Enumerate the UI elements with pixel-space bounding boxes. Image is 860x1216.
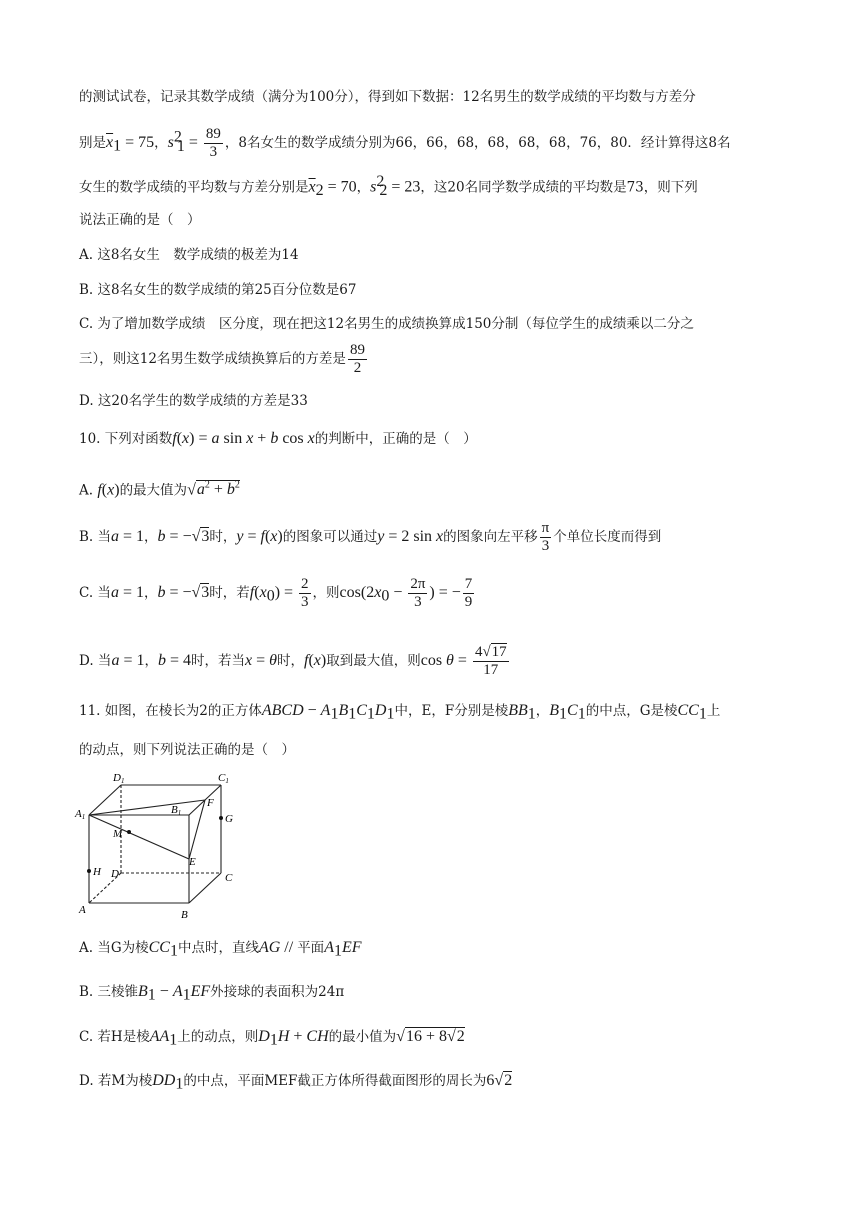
label-g: G — [225, 813, 233, 825]
label-d: D — [111, 868, 119, 880]
q9-line1: 的测试试卷，记录其数学成绩（满分为100分），得到如下数据：12名男生的数学成绩的平均数与方差分 — [79, 89, 696, 105]
q9-option-b: B. 这8名女生的数学成绩的第25百分位数是67 — [79, 282, 357, 298]
q10-option-d: D. 当a = 1，b = 4时，若当x = θ时，f(x)取到最大值，则cos θ = $\frac{4√17}{17}$ — [79, 644, 507, 678]
q9-option-a: A. 这8名女生 数学成绩的极差为14 — [79, 247, 299, 263]
label-h: H — [93, 866, 101, 878]
label-c1: C1 — [218, 772, 229, 785]
q9-line2: 别是$\overline{x}_1 = 75$，$s^2_1$ = $\frac{89}{3}$ ，8名女生的数学成绩分别为66，66，68，68，68，68，76，80．经计算得这8名 — [79, 126, 731, 160]
q11-option-c: C. 若H是棱$AA_1$上的动点，则$D_1H$ + CH的最小值为√16 + 8√2 — [79, 1028, 465, 1049]
q9-line3: 女生的数学成绩的平均数与方差分别是$\overline{x}_2 = 70$，$s^2_2 = 23$，这20名同学数学成绩的平均数是73，则下列 — [79, 173, 698, 200]
q11-stem-line2: 的动点，则下列说法正确的是（ ） — [79, 742, 295, 758]
cube-figure — [75, 770, 239, 926]
point-h — [87, 869, 91, 873]
q10-stem: 10. 下列对函数f(x) = a sin x + b cos x的判断中，正确的是（ ） — [79, 430, 477, 447]
label-b1: B1 — [171, 804, 182, 817]
point-g — [219, 816, 223, 820]
segment-a1e — [89, 815, 189, 859]
q11-option-a: A. 当G为棱$CC_1$中点时，直线AG // 平面$A_1EF$ — [79, 939, 362, 960]
edge-a1d1 — [89, 785, 121, 815]
q9-line4: 说法正确的是（ ） — [79, 212, 201, 228]
q9-option-d: D. 这20名学生的数学成绩的方差是33 — [79, 393, 308, 409]
point-m — [127, 830, 131, 834]
q11-option-b: B. 三棱锥$B_1 - A_1EF$外接球的表面积为24π — [79, 983, 345, 1004]
segment-fe — [189, 800, 205, 859]
q9-option-c-line2: 三），则这12名男生数学成绩换算后的方差是 $\frac{89}{2}$ — [79, 342, 365, 376]
edge-bc — [189, 873, 221, 903]
q11-stem-line1: 11. 如图，在棱长为2的正方体ABCD − $A_1B_1C_1D_1$中，E，F分别是棱$BB_1$，$B_1C_1$的中点，G是棱$CC_1$上 — [79, 702, 721, 723]
label-a1: A1 — [75, 808, 86, 821]
q9-option-c-line1: C. 为了增加数学成绩 区分度，现在把这12名男生的成绩换算成150分制（每位学生的成绩乘以二分之 — [79, 316, 694, 332]
segment-a1f — [89, 800, 205, 815]
label-m: M — [113, 828, 123, 840]
label-e: E — [189, 856, 196, 868]
label-a: A — [79, 904, 86, 916]
label-c: C — [225, 872, 233, 884]
label-b: B — [181, 909, 188, 921]
q10-option-a: A. f(x)的最大值为$√a^2 + b^2$ — [79, 480, 240, 499]
q11-option-d: D. 若M为棱$DD_1$的中点，平面MEF截正方体所得截面图形的周长为6√2 — [79, 1072, 513, 1093]
label-f: F — [207, 797, 214, 809]
q10-option-c: C. 当a = 1，b = −√3时，若$f(x_0)$ = $\frac{2}{3}$ ，则$\cos(2x_0$ − $\frac{2\pi}{3}$ ) = − $\frac{7}{9}$ — [79, 576, 473, 610]
label-d1: D1 — [113, 772, 125, 785]
q10-option-b: B. 当a = 1，b = −√3时，y = f(x)的图象可以通过y = 2 sin x的图象向左平移 $\frac{\pi}{3}$ 个单位长度而得到 — [79, 520, 662, 554]
